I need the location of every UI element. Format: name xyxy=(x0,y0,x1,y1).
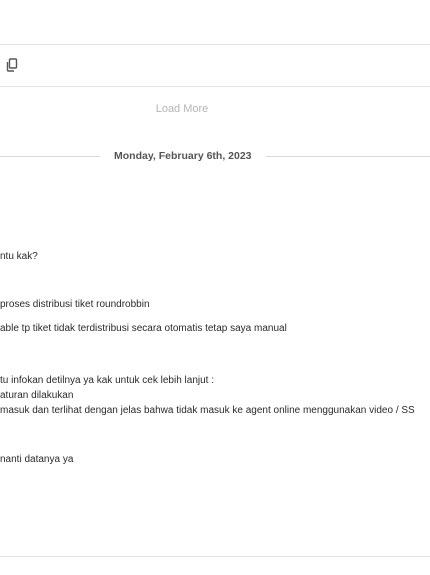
date-separator-line-right xyxy=(266,156,430,157)
toolbar-divider xyxy=(0,86,430,87)
message-text: aturan dilakukan xyxy=(0,390,74,401)
load-more-button[interactable]: Load More xyxy=(155,103,209,115)
date-separator xyxy=(0,150,430,164)
date-separator-text: Monday, February 6th, 2023 xyxy=(114,150,252,162)
message-text: able tp tiket tidak terdistribusi secara otomatis tetap saya manual xyxy=(0,323,287,334)
message-text: tu infokan detilnya ya kak untuk cek lebih lanjut : xyxy=(0,375,215,386)
copy-icon[interactable] xyxy=(4,57,20,73)
message-text: masuk dan terlihat dengan jelas bahwa tidak masuk ke agent online menggunakan video / SS xyxy=(0,405,415,416)
date-separator-line-left xyxy=(0,156,100,157)
message-text: nanti datanya ya xyxy=(0,454,74,465)
message-text: proses distribusi tiket roundrobbin xyxy=(0,299,150,310)
message-text: ntu kak? xyxy=(0,251,38,262)
bottom-divider xyxy=(0,556,430,557)
top-divider xyxy=(0,44,430,45)
